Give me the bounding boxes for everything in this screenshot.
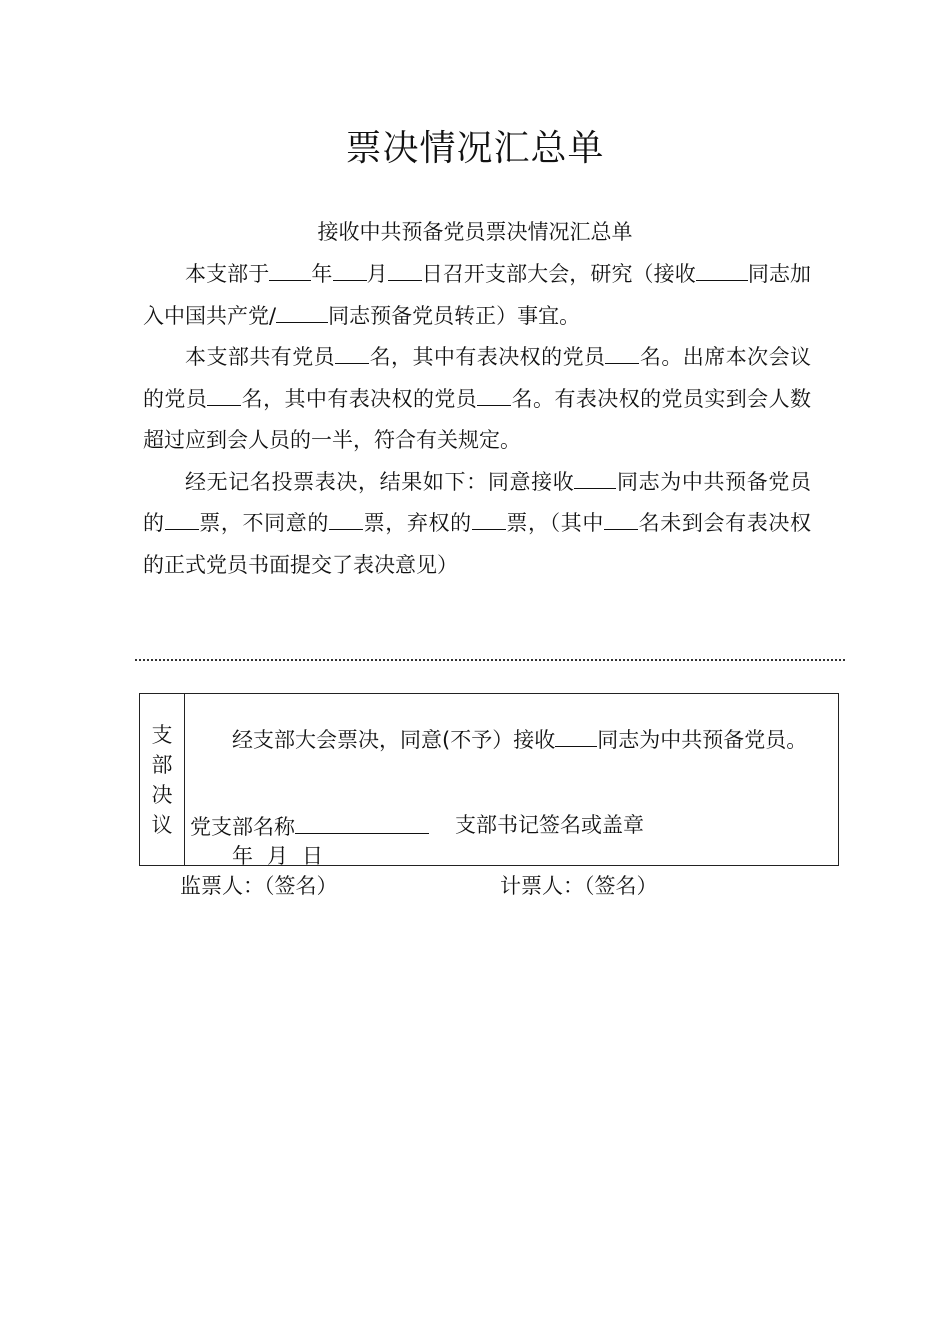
document-title: 票决情况汇总单 <box>345 128 605 169</box>
supervisor-signature: 监票人：（签名） <box>180 874 338 898</box>
text-fragment: 本支部共有党员 <box>185 345 336 369</box>
dotted-divider <box>135 659 845 661</box>
blank-field[interactable] <box>329 505 363 530</box>
document-subtitle: 接收中共预备党员票决情况汇总单 <box>317 220 633 244</box>
blank-field[interactable] <box>335 339 369 364</box>
blank-field[interactable] <box>696 256 748 281</box>
blank-field[interactable] <box>388 256 422 281</box>
branch-decision-table <box>139 693 839 866</box>
label-char: 部 <box>151 752 173 777</box>
label-char: 议 <box>151 812 173 837</box>
branch-name-field[interactable] <box>295 809 429 834</box>
document-body <box>143 254 811 586</box>
secretary-sign-label: 支部书记签名或盖章 <box>455 813 644 837</box>
text-fragment: 经支部大会票决，同意(不予）接收 <box>232 728 556 752</box>
blank-field[interactable] <box>207 381 241 406</box>
decision-content-cell <box>185 694 838 868</box>
text-fragment: 名。有表决权的党员实到会人数超过应到会人员的一半，符合有关规定。 <box>143 386 812 452</box>
text-fragment: 年 <box>311 262 333 286</box>
blank-field[interactable] <box>555 722 597 747</box>
date-year-label: 年 <box>232 844 253 868</box>
paragraph-vote-result <box>143 462 811 587</box>
label-char: 支 <box>151 722 173 747</box>
branch-name-label: 党支部名称 <box>190 815 295 839</box>
text-fragment: 月 <box>366 262 388 286</box>
counter-signature: 计票人：（签名） <box>500 874 658 898</box>
paragraph-members <box>143 337 811 462</box>
date-month-label: 月 <box>267 844 288 868</box>
blank-field[interactable] <box>333 256 367 281</box>
text-fragment: 名未到会有表决权的正式党员书面提交了表决意见） <box>143 511 811 577</box>
blank-field[interactable] <box>605 339 639 364</box>
blank-field[interactable] <box>472 505 506 530</box>
text-fragment: 同志为中共预备党员。 <box>597 728 808 752</box>
text-fragment: 经无记名投票表决，结果如下：同意接收 <box>185 469 575 494</box>
blank-field[interactable] <box>477 381 511 406</box>
paragraph-meeting <box>143 254 811 337</box>
date-day-label: 日 <box>302 844 323 868</box>
text-fragment: 名。出席本次会议的党员 <box>143 345 812 411</box>
text-fragment: 票，（其中 <box>505 511 604 535</box>
text-fragment: 本支部于 <box>185 262 270 286</box>
text-fragment: 同志为中共预备党员的 <box>143 469 812 535</box>
label-char: 决 <box>151 782 173 807</box>
text-fragment: 同志预备党员转正）事宜。 <box>328 303 581 328</box>
decision-label-cell <box>140 694 185 865</box>
decision-date-row <box>232 840 323 870</box>
branch-name-row <box>190 809 429 841</box>
blank-field[interactable] <box>604 505 638 530</box>
text-fragment: 名，其中有表决权的党员 <box>369 345 606 369</box>
text-fragment: 票，弃权的 <box>363 511 472 535</box>
blank-field[interactable] <box>276 298 328 323</box>
blank-field[interactable] <box>165 505 199 530</box>
blank-field[interactable] <box>269 256 311 281</box>
text-fragment: 名，其中有表决权的党员 <box>241 386 478 411</box>
text-fragment: 日召开支部大会，研究（接收 <box>421 262 696 286</box>
blank-field[interactable] <box>574 464 616 489</box>
text-fragment: 票，不同意的 <box>198 511 329 535</box>
text-fragment: 同志加入中国共产党/ <box>143 262 812 328</box>
decision-text <box>190 722 830 756</box>
